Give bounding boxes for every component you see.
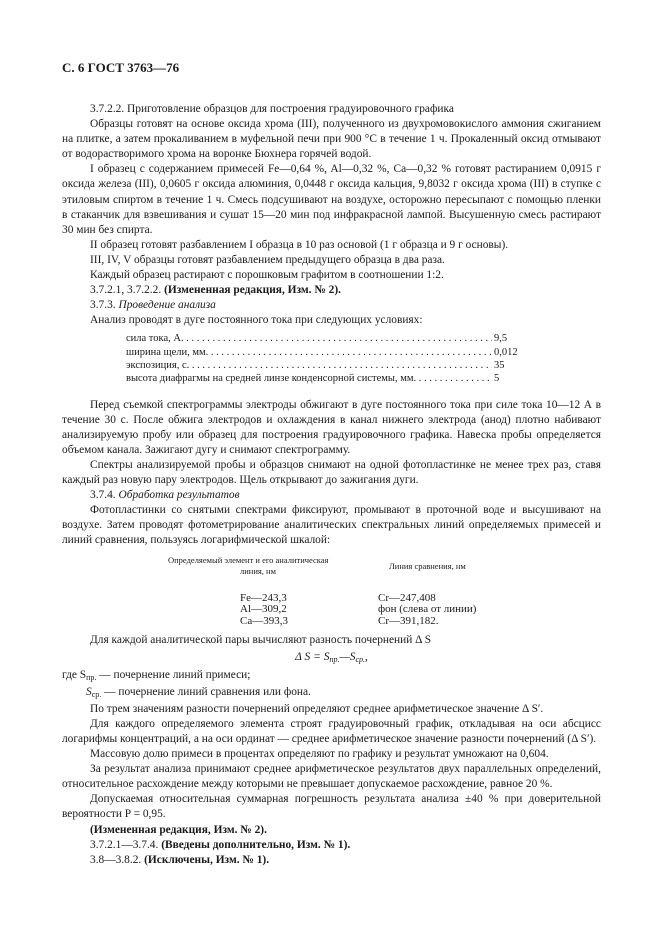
header-line: Определяемый элемент и его аналитическая bbox=[168, 554, 329, 565]
table-header-element bbox=[168, 555, 328, 577]
formula-part: Δ S = S bbox=[295, 650, 330, 663]
formula-part: , bbox=[365, 650, 368, 663]
amendment-text: (Измененная редакция, Изм. № 2). bbox=[164, 284, 342, 297]
amendment-note bbox=[62, 838, 601, 853]
condition-value: 35 bbox=[494, 360, 505, 371]
paragraph: Образцы готовят на основе оксида хрома (III), полученного из двухромовокислого аммония сжиганием на плитке, а затем прокаливанием в муфельной печи при 900 °С в течение 1 ч. Прокаленный оксид отмывают от водорастворимого хрома на воронке Бюхнера горячей водой. bbox=[62, 118, 601, 161]
section-number: 3.7.2.1, 3.7.2.2. bbox=[90, 284, 162, 297]
paragraph: Спектры анализируемой пробы и образцов снимают на одной фотопластинке не менее трех раз, ставя каждый раз новую пару электродов. Щель открывают до зажигания дуги. bbox=[62, 458, 601, 487]
header-line: линия, нм bbox=[240, 565, 276, 576]
paragraph: Перед съемкой спектрограммы электроды обжигают в дуге постоянного тока при силе тока 10—12 А в течение 30 с. После обжига электродов и охлаждения в канал нижнего электрода (анод) плотно набивают анализируемую пробу или образец для построения градуировочного графика. Навеска пробы определяется объемом канала. Зажигают дугу и снимают спектрограмму. bbox=[62, 398, 601, 456]
amendment-note: (Измененная редакция, Изм. № 2). bbox=[90, 823, 267, 836]
section-number: 3.7.4. bbox=[90, 489, 116, 502]
table-cell: Ca—393,3 bbox=[240, 614, 288, 627]
legend-symbol: где S bbox=[62, 668, 87, 681]
formula-part: —S bbox=[339, 650, 356, 663]
leader-dots bbox=[414, 372, 493, 385]
conditions-list bbox=[126, 332, 524, 385]
paragraph: По трем значениям разности почернений определяют среднее арифметическое значение Δ S′. bbox=[90, 702, 544, 715]
paragraph: Анализ проводят в дуге постоянного тока при следующих условиях: bbox=[90, 314, 423, 327]
leader-dots bbox=[206, 346, 492, 359]
paragraph: Для каждой аналитической пары вычисляют разность почернений Δ S bbox=[90, 633, 432, 646]
condition-value: 0,012 bbox=[494, 346, 518, 358]
amendment-text: (Исключены, Изм. № 1). bbox=[144, 853, 270, 866]
condition-row bbox=[126, 332, 524, 345]
paragraph: Допускаемая относительная суммарная погрешность результата анализа ±40 % при доверительной вероятности P = 0,95. bbox=[62, 793, 601, 821]
formula-legend-2 bbox=[62, 685, 601, 702]
formula-subscript: пр. bbox=[329, 654, 340, 664]
section-number: 3.7.3. bbox=[90, 299, 116, 312]
legend-symbol: S bbox=[86, 685, 92, 698]
leader-dots bbox=[187, 359, 492, 372]
condition-row bbox=[126, 372, 524, 385]
page-header: С. 6 ГОСТ 3763—76 bbox=[62, 60, 180, 75]
amendment-note bbox=[62, 853, 601, 868]
legend-definition: — почернение линий сравнения или фона. bbox=[101, 685, 311, 698]
paragraph: Каждый образец растирают с порошковым графитом в соотношении 1:2. bbox=[90, 269, 444, 282]
condition-value: 5 bbox=[494, 373, 500, 385]
section-number: 3.7.2.1—3.7.4. bbox=[90, 838, 159, 851]
section-number: 3.7.2.2. bbox=[90, 103, 125, 115]
paragraph: I образец с содержанием примесей Fe—0,64 %, Al—0,32 %, Ca—0,32 % готовят растиранием 0,0915 г оксида железа (III), 0,0605 г оксида алюминия, 0,0448 г оксида кальция, 9,8032 г оксида хрома (III) в ступке с этиловым спиртом в течение 1 ч. Смесь подсушивают на воздухе, осторожно пересыпают с помощью пленки в стаканчик для взвешивания и сушат 15—20 мин под инфракрасной лампой. Высушенную смесь растирают 30 мин без спирта. bbox=[62, 163, 601, 236]
formula-legend-1 bbox=[62, 668, 601, 685]
amendment-note bbox=[62, 283, 601, 298]
condition-row bbox=[126, 359, 524, 372]
spectral-lines-table bbox=[62, 555, 601, 625]
condition-value: 9,5 bbox=[494, 333, 508, 345]
legend-subscript: ср. bbox=[91, 689, 102, 699]
formula-delta-s bbox=[62, 651, 601, 664]
legend-definition: — почернение линий примеси; bbox=[96, 668, 251, 681]
table-column-elements bbox=[240, 593, 288, 628]
condition-label: высота диафрагмы на средней линзе конденсорной системы, мм bbox=[126, 373, 414, 385]
section-title: Приготовление образцов для построения градуировочного графика bbox=[127, 103, 454, 115]
paragraph: Фотопластинки со снятыми спектрами фиксируют, промывают в проточной воде и высушивают на воздухе. Затем проводят фотометрирование аналитических спектральных линий определяемых примесей и линий сравнения, пользуясь логарифмической шкалой: bbox=[62, 504, 601, 547]
table-header-reference: Линия сравнения, нм bbox=[389, 560, 466, 571]
table-cell: Al—309,2 bbox=[240, 603, 287, 616]
section-title: Обработка результатов bbox=[118, 489, 240, 502]
paragraph: За результат анализа принимают среднее арифметическое результатов двух параллельных определений, относительное расхождение между которыми не превышает допускаемое расхождение, равное 20 %. bbox=[62, 763, 601, 791]
paragraph: II образец готовят разбавлением I образца в 10 раз основой (1 г образца и 9 г основы). bbox=[90, 238, 509, 251]
condition-label: ширина щели, мм bbox=[126, 346, 206, 358]
spacer bbox=[62, 390, 601, 398]
paragraph: Для каждого определяемого элемента строят градуировочный график, откладывая на оси абсцисс логарифмы концентраций, а на оси ординат — среднее арифметическое значение разности почернений (Δ S′). bbox=[62, 717, 601, 745]
legend-subscript: пр. bbox=[86, 672, 97, 682]
table-cell: фон (слева от линии) bbox=[378, 603, 477, 616]
leader-dots bbox=[181, 332, 492, 345]
amendment-text: (Введены дополнительно, Изм. № 1). bbox=[161, 838, 351, 851]
section-number: 3.8—3.8.2. bbox=[90, 853, 142, 866]
table-cell: Fe—243,3 bbox=[240, 591, 287, 604]
section-3-7-4-heading bbox=[62, 488, 601, 503]
paragraph: III, IV, V образцы готовят разбавлением предыдущего образца в два раза. bbox=[90, 253, 445, 266]
table-cell: Cr—247,408 bbox=[378, 591, 436, 604]
section-title: Проведение анализа bbox=[118, 299, 216, 312]
section-3-7-2-2-heading bbox=[62, 102, 601, 117]
condition-row bbox=[126, 346, 524, 359]
table-column-reference bbox=[378, 593, 476, 628]
table-cell: Cr—391,182. bbox=[378, 614, 439, 627]
condition-label: экспозиция, с bbox=[126, 360, 187, 371]
section-3-7-3-heading bbox=[62, 298, 601, 313]
formula-subscript: ср. bbox=[355, 654, 366, 664]
paragraph: Массовую долю примеси в процентах определяют по графику и результат умножают на 0,604. bbox=[90, 748, 549, 761]
condition-label: сила тока, А bbox=[126, 333, 181, 345]
